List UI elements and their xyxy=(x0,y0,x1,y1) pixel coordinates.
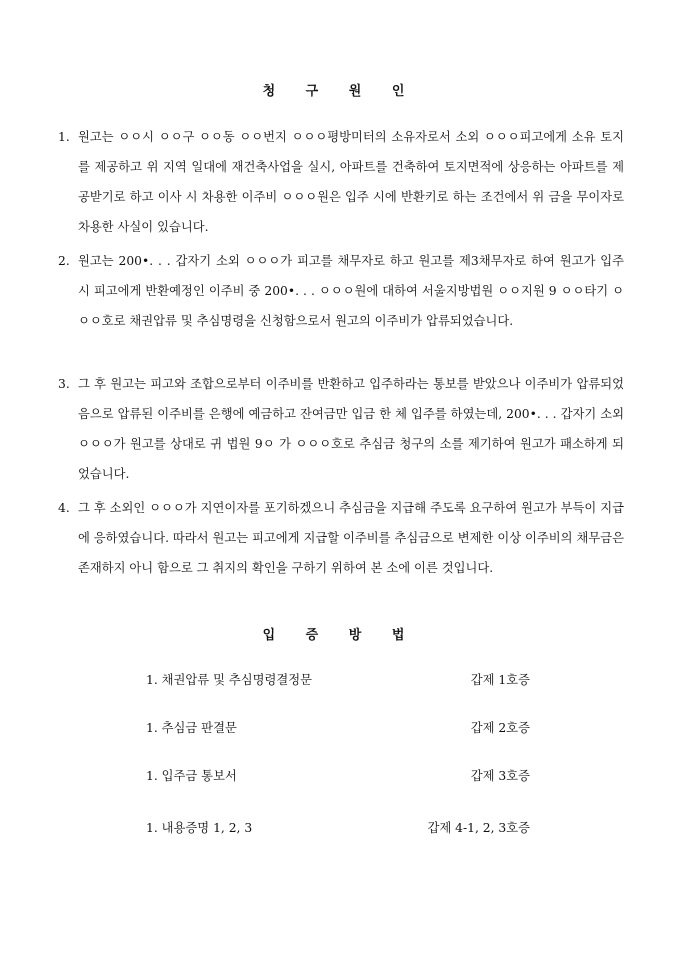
paragraph-number: 2. xyxy=(58,254,70,268)
evidence-label: 1. 채권압류 및 추심명령결정문 xyxy=(146,673,313,687)
section-title-evidence: 입 증 방 법 xyxy=(262,628,418,643)
paragraph-text: 그 후 원고는 피고와 조합으로부터 이주비를 반환하고 입주하라는 통보를 받았으나 이주비가 압류되었음으로 압류된 이주비를 은행에 예금하고 잔여금만 입금 한 체 입주를 하였는데, 200•. . . 갑자기 소외 ㅇㅇㅇ가 원고를 상대로 귀 법원 9ㅇ 가 ㅇㅇㅇ호로 추심금 청구의 소를 제기하여 원고가 패소하게 되었습니다. xyxy=(78,377,624,481)
paragraph-text: 원고는 ㅇㅇ시 ㅇㅇ구 ㅇㅇ동 ㅇㅇ번지 ㅇㅇㅇ평방미터의 소유자로서 소외 ㅇㅇㅇ피고에게 소유 토지를 제공하고 위 지역 일대에 재건축사업을 실시, 아파트를 건축하여 토지면적에 상응하는 아파트를 제공받기로 하고 이사 시 차용한 이주비 ㅇㅇㅇ원은 입주 시에 반환키로 하는 조건에서 위 금을 무이자로 차용한 사실이 있습니다. xyxy=(78,130,624,234)
paragraph-number: 4. xyxy=(58,501,70,515)
evidence-label: 1. 추심금 판결문 xyxy=(146,721,237,735)
cause-paragraph-3 xyxy=(58,369,624,489)
evidence-code: 갑제 2호증 xyxy=(470,721,530,735)
evidence-label: 1. 입주금 통보서 xyxy=(146,769,237,783)
evidence-item xyxy=(146,670,530,690)
cause-paragraph-1 xyxy=(58,122,624,242)
cause-paragraph-2 xyxy=(58,246,624,336)
evidence-item xyxy=(146,718,530,738)
evidence-code: 갑제 4-1, 2, 3호증 xyxy=(427,821,530,835)
cause-paragraph-4 xyxy=(58,493,624,583)
evidence-item xyxy=(146,818,530,838)
paragraph-number: 1. xyxy=(58,130,70,144)
evidence-code: 갑제 1호증 xyxy=(470,673,530,687)
paragraph-text: 그 후 소외인 ㅇㅇㅇ가 지연이자를 포기하겠으니 추심금을 지급해 주도록 요구하여 원고가 부득이 지급에 응하였습니다. 따라서 원고는 피고에게 지급할 이주비를 추심금으로 변제한 이상 이주비의 채무금은 존재하지 아니 함으로 그 취지의 확인을 구하기 위하여 본 소에 이른 것입니다. xyxy=(78,501,624,575)
evidence-code: 갑제 3호증 xyxy=(470,769,530,783)
evidence-item xyxy=(146,766,530,786)
evidence-label: 1. 내용증명 1, 2, 3 xyxy=(146,821,253,835)
paragraph-text: 원고는 200•. . . 갑자기 소외 ㅇㅇㅇ가 피고를 채무자로 하고 원고를 제3채무자로 하여 원고가 입주 시 피고에게 반환예정인 이주비 중 200•. . . ㅇㅇㅇ원에 대하여 서울지방법원 ㅇㅇ지원 9 ㅇㅇ타기 ㅇㅇㅇ호로 채권압류 및 추심명령을 신청함으로서 원고의 이주비가 압류되었습니다. xyxy=(78,254,624,328)
section-title-cause: 청 구 원 인 xyxy=(262,84,418,99)
paragraph-number: 3. xyxy=(58,377,70,391)
